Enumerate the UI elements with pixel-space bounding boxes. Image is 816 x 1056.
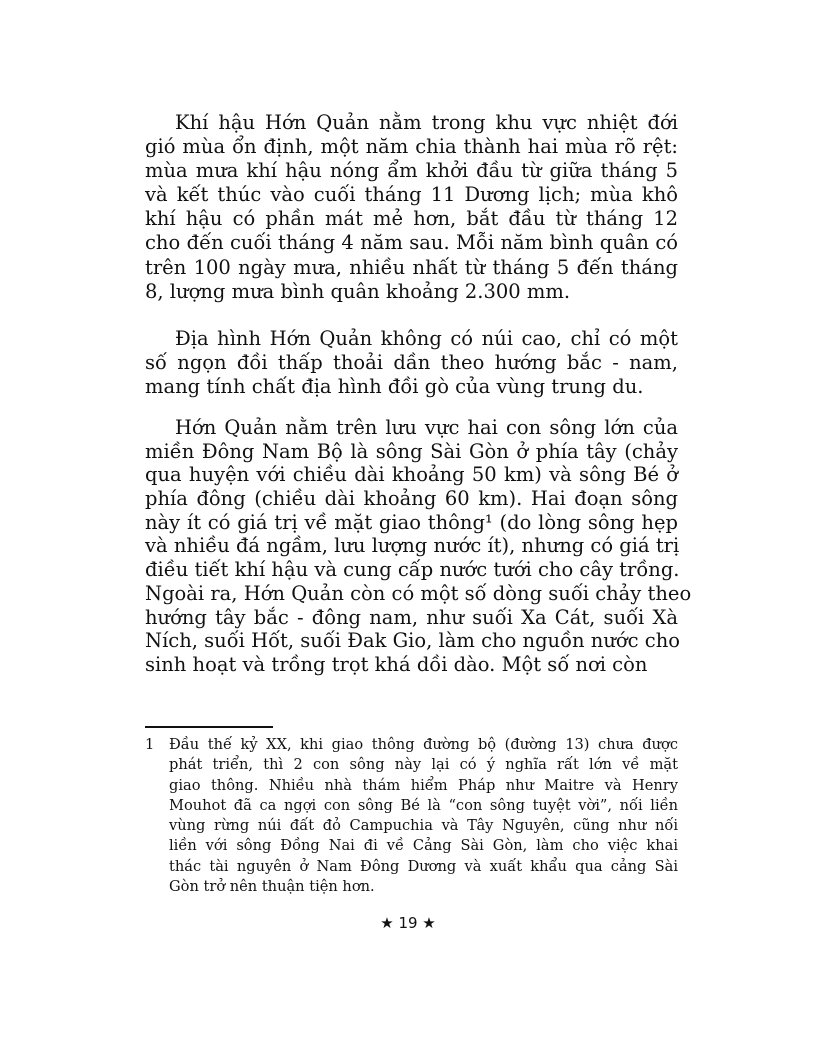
- text-line: giao thông. Nhiều nhà thám hiểm Pháp như Maitre và Henry: [169, 776, 678, 794]
- text-line: hướng tây bắc - đông nam, như suối Xa Cát, suối Xà: [145, 605, 678, 629]
- text-line: qua huyện với chiều dài khoảng 50 km) và sông Bé ở: [145, 463, 678, 487]
- text-line: Địa hình Hớn Quản không có núi cao, chỉ có một: [175, 327, 678, 350]
- text-line: sinh hoạt và trồng trọt khá dồi dào. Một số nơi còn: [145, 652, 648, 676]
- text-line: phía đông (chiều dài khoảng 60 km). Hai đoạn sông: [145, 487, 678, 511]
- text-line: Mouhot đã ca ngợi con sông Bé là “con sông tuyệt vời”, nối liền: [169, 796, 678, 814]
- footnote: [145, 735, 678, 897]
- text-line: này ít có giá trị về mặt giao thông¹ (do lòng sông hẹp: [145, 510, 678, 534]
- text-line: vùng rừng núi đất đỏ Campuchia và Tây Nguyên, cũng như nối: [169, 817, 678, 835]
- text-line: và nhiều đá ngầm, lưu lượng nước ít), nhưng có giá trị: [145, 534, 680, 558]
- text-line: miền Đông Nam Bộ là sông Sài Gòn ở phía tây (chảy: [145, 439, 678, 463]
- text-line: mùa mưa khí hậu nóng ẩm khởi đầu từ giữa tháng 5: [145, 159, 678, 183]
- text-line: gió mùa ổn định, một năm chia thành hai mùa rõ rệt:: [145, 135, 678, 159]
- text-line: thác tài nguyên ở Nam Đông Dương và xuất khẩu qua cảng Sài: [169, 857, 678, 875]
- footnote-text: [169, 735, 678, 897]
- text-line: 8, lượng mưa bình quân khoảng 2.300 mm.: [145, 279, 571, 303]
- text-line: trên 100 ngày mưa, nhiều nhất từ tháng 5 đến tháng: [145, 255, 678, 279]
- paragraph-terrain: [145, 327, 678, 399]
- footnote-divider: [145, 726, 273, 728]
- paragraph-climate: [145, 111, 678, 304]
- page-number: ★ 19 ★: [380, 914, 436, 932]
- paragraph-rivers: [145, 416, 692, 677]
- footnote-number: 1: [145, 736, 155, 753]
- text-line: và kết thúc vào cuối tháng 11 Dương lịch; mùa khô: [145, 183, 678, 207]
- text-line: cho đến cuối tháng 4 năm sau. Mỗi năm bình quân có: [145, 231, 678, 255]
- text-line: Ngoài ra, Hớn Quản còn có một số dòng suối chảy theo: [145, 581, 692, 605]
- text-line: mang tính chất địa hình đồi gò của vùng trung du.: [145, 375, 644, 399]
- text-line: khí hậu có phần mát mẻ hơn, bắt đầu từ tháng 12: [145, 207, 678, 231]
- text-line: Đầu thế kỷ XX, khi giao thông đường bộ (đường 13) chưa được: [169, 736, 678, 753]
- text-line: điều tiết khí hậu và cung cấp nước tưới cho cây trồng.: [145, 558, 680, 582]
- text-line: Ních, suối Hốt, suối Đak Gio, làm cho nguồn nước cho: [145, 629, 680, 653]
- text-line: số ngọn đồi thấp thoải dần theo hướng bắc - nam,: [145, 351, 678, 375]
- text-line: Khí hậu Hớn Quản nằm trong khu vực nhiệt đới: [175, 111, 678, 134]
- text-line: phát triển, thì 2 con sông này lại có ý nghĩa rất lớn về mặt: [169, 756, 678, 774]
- text-line: Gòn trở nên thuận tiện hơn.: [169, 878, 375, 896]
- text-line: Hớn Quản nằm trên lưu vực hai con sông lớn của: [175, 416, 678, 439]
- text-line: liền với sông Đồng Nai đi về Cảng Sài Gòn, làm cho việc khai: [169, 837, 678, 855]
